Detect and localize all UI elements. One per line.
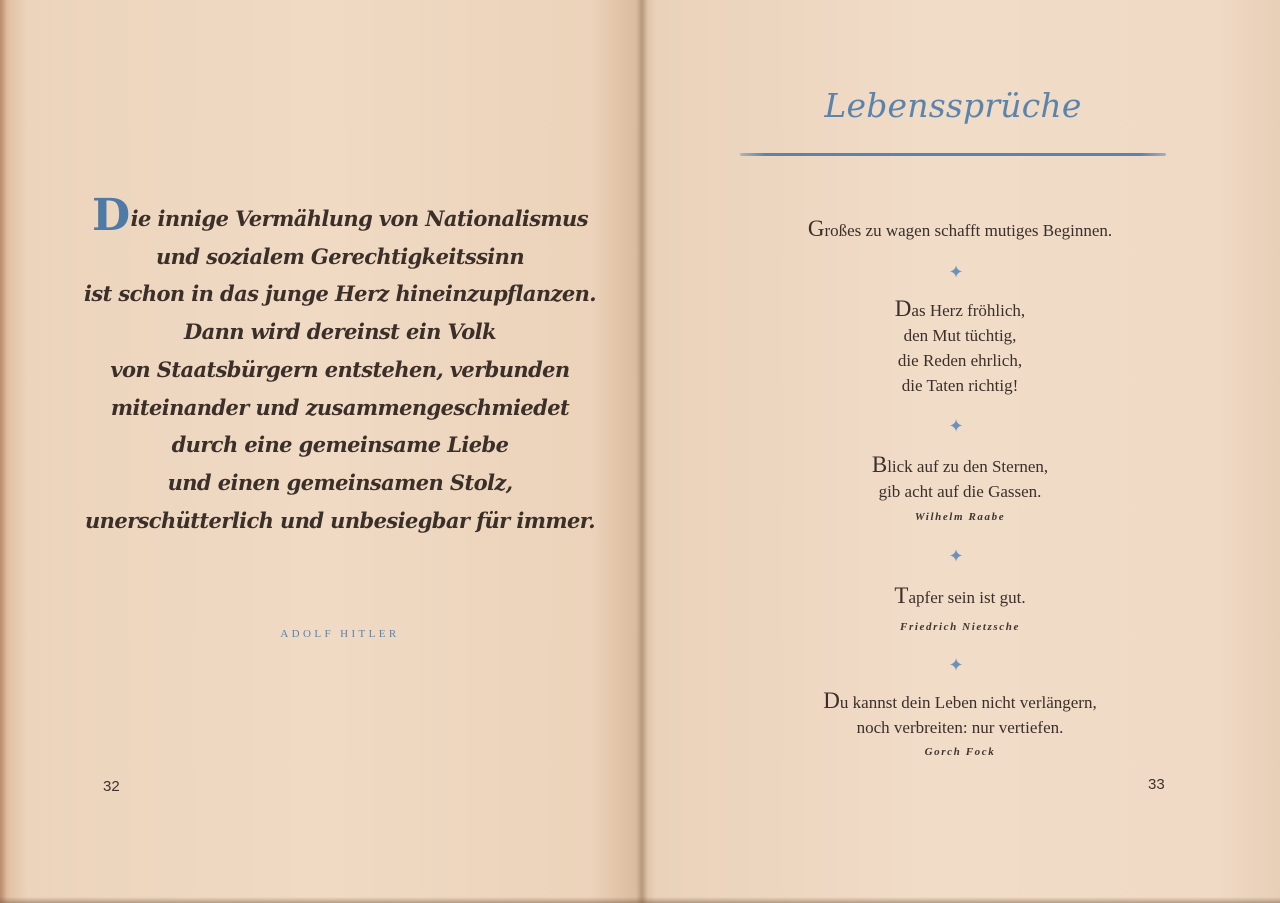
saying-1: [700, 216, 1220, 243]
saying-initial: D: [823, 688, 840, 713]
poem-line: Dann wird dereinst ein Volk: [184, 319, 496, 345]
page-title: Lebenssprüche: [824, 86, 1082, 125]
saying-line: die Taten richtig!: [901, 376, 1019, 395]
saying-2: [700, 296, 1220, 398]
four-point-star-icon: ✦: [948, 655, 964, 676]
saying-line: [700, 452, 1220, 479]
saying-line-rest: apfer sein ist gut.: [908, 588, 1026, 607]
saying-line: gib acht auf die Gassen.: [878, 482, 1042, 501]
saying-line-rest: roßes zu wagen schafft mutiges Beginnen.: [824, 221, 1113, 240]
page-bottom-edge: [0, 897, 1280, 903]
title-rule: [740, 153, 1166, 156]
saying-attribution: Gorch Fock: [924, 746, 996, 758]
saying-initial: D: [894, 296, 912, 321]
quote-author: ADOLF HITLER: [280, 628, 400, 640]
poem-line: [70, 190, 610, 241]
four-point-star-icon: ✦: [948, 416, 964, 437]
saying-4: [700, 583, 1220, 610]
saying-initial: T: [894, 583, 909, 608]
saying-3: [700, 452, 1220, 504]
poem-line: miteinander und zusammengeschmiedet: [110, 394, 570, 420]
saying-line: [700, 216, 1220, 243]
page-number-right: 33: [1148, 776, 1165, 793]
saying-line: die Reden ehrlich,: [897, 351, 1023, 370]
saying-attribution: Wilhelm Raabe: [914, 511, 1006, 523]
page-number-left: 32: [103, 778, 120, 795]
poem-line: und einen gemeinsamen Stolz,: [167, 469, 513, 495]
saying-line: noch verbreiten: nur vertiefen.: [856, 718, 1064, 737]
poem-line: durch eine gemeinsame Liebe: [171, 432, 509, 458]
saying-line-rest: as Herz fröhlich,: [911, 301, 1026, 320]
saying-line-rest: lick auf zu den Sternen,: [887, 457, 1049, 476]
saying-line-rest: u kannst dein Leben nicht verlängern,: [839, 693, 1097, 712]
poem-line: ist schon in das junge Herz hineinzupflanzen.: [84, 281, 596, 307]
saying-attribution: Friedrich Nietzsche: [900, 621, 1020, 633]
saying-initial: G: [807, 216, 825, 241]
four-point-star-icon: ✦: [948, 546, 964, 567]
book-gutter: [636, 0, 648, 903]
saying-line: [700, 688, 1220, 715]
saying-line: [700, 296, 1220, 323]
decorated-initial: D: [92, 190, 130, 241]
saying-line: [700, 583, 1220, 610]
saying-line: den Mut tüchtig,: [903, 326, 1017, 345]
saying-initial: B: [871, 452, 888, 477]
hitler-quote: [70, 190, 610, 539]
four-point-star-icon: ✦: [948, 262, 964, 283]
poem-line: und sozialem Gerechtigkeitssinn: [155, 243, 525, 269]
poem-line-text: ie innige Vermählung von Nationalismus: [130, 206, 588, 231]
poem-line: von Staatsbürgern entstehen, verbunden: [110, 356, 570, 382]
poem-line: unerschütterlich und unbesiegbar für immer.: [85, 507, 595, 533]
book-edge: [0, 0, 6, 903]
saying-5: [700, 688, 1220, 740]
